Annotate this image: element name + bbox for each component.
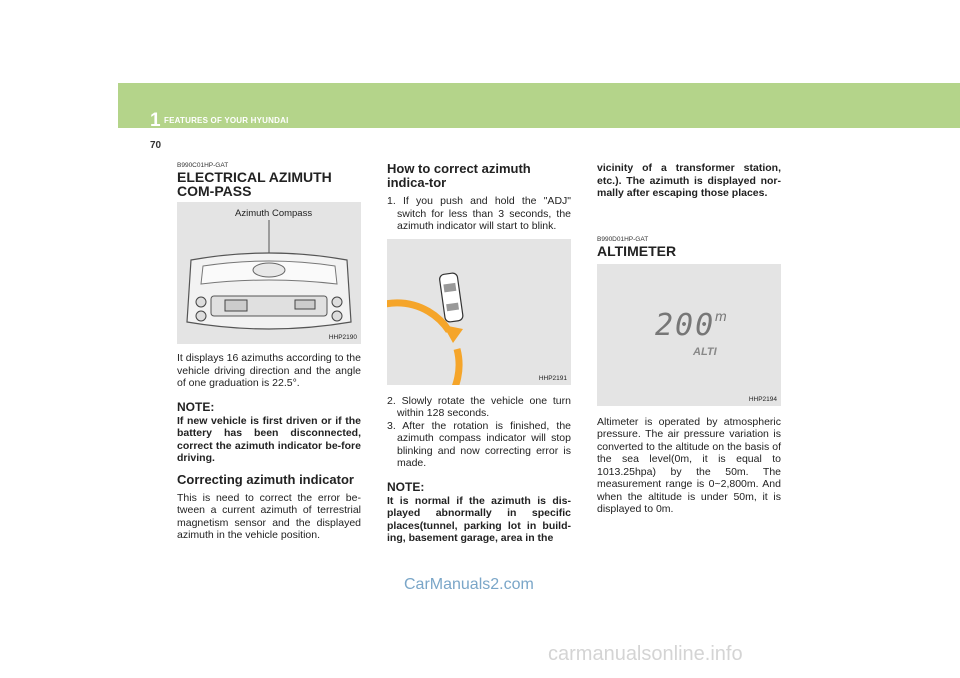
altimeter-value: 200 (655, 307, 716, 343)
altimeter-figure (597, 264, 781, 406)
section-title: How to correct azimuth indica-tor (387, 161, 531, 190)
column-2 (387, 162, 571, 545)
step-1: 1. If you push and hold the "ADJ" switch for less than 3 seconds, the azimuth indicator will start to blink. (387, 195, 571, 232)
figure-label: Azimuth Compass (235, 208, 313, 219)
paragraph: Altimeter is operated by atmospheric pressure. The air pressure variation is converted to the altitude on the basis of the sea level(0m, it is equal to 1013.25hpa) by the 50m. The measurement range is 0~2,800m. And when the altitude is under 50m, it is displayed to 0m. (597, 415, 781, 515)
altimeter-label: ALTI (693, 345, 717, 358)
note-text-continued: vicinity of a transformer station, etc.). The azimuth is displayed nor-mally after escaping those places. (597, 162, 781, 199)
note-heading: NOTE: (177, 399, 215, 414)
paragraph: It displays 16 azimuths according to the vehicle driving direction and the angle of one graduation is 22.5°. (177, 352, 361, 389)
subheading: Correcting azimuth indicator (177, 471, 354, 487)
note-text: If new vehicle is first driven or if the battery has been disconnected, correct the azimuth indicator be-fore driving. (177, 414, 361, 464)
footer-text: carmanualsonline.info (548, 643, 743, 665)
step-2: 2. Slowly rotate the vehicle one turn within 128 seconds. (387, 394, 571, 419)
chapter-number: 1 (150, 110, 161, 131)
chapter-title: FEATURES OF YOUR HYUNDAI (164, 116, 289, 125)
altimeter-unit: m (715, 307, 727, 324)
step-3: 3. After the rotation is finished, the azimuth compass indicator will stop blinking and now correcting error is made. (387, 419, 571, 469)
figure-code: HHP2191 (538, 374, 567, 382)
section-title: ALTIMETER (597, 242, 677, 259)
figure-code: HHP2190 (328, 334, 357, 341)
overhead-console-illustration (177, 202, 361, 344)
column-3 (597, 162, 781, 516)
paragraph: This is need to correct the error be-tween a current azimuth of terrestrial magnetism sensor and the displayed azimuth in the vehicle position. (177, 491, 361, 541)
section-code: B990D01HP-GAT (597, 235, 649, 243)
compass-figure (177, 202, 361, 344)
vehicle-rotation-illustration (387, 239, 571, 385)
rotation-figure (387, 239, 571, 385)
section-title: ELECTRICAL AZIMUTH COM-PASS (177, 169, 332, 199)
section-code: B990C01HP-GAT (177, 162, 229, 169)
note-heading: NOTE: (387, 479, 425, 494)
watermark: CarManuals2.com (404, 576, 534, 593)
page-number: 70 (150, 140, 162, 151)
figure-code: HHP2194 (748, 395, 777, 403)
column-1 (177, 162, 361, 542)
note-text: It is normal if the azimuth is dis-played abnormally in specific places(tunnel, parking lot in build-ing, basement garage, area in the (387, 494, 571, 544)
